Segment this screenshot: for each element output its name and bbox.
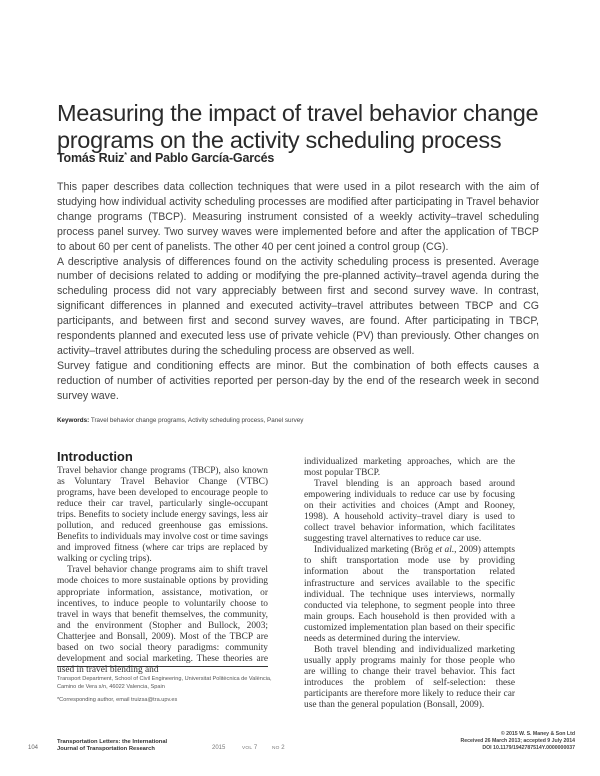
abstract-paragraph: Survey fatigue and conditioning effects are minor. But the combination of both effects causes a reduction of number of activities reported per person-day by the end of the research week in second survey wave. (57, 359, 539, 402)
volume-label: VOL (242, 746, 253, 751)
section-heading-introduction: Introduction (57, 449, 133, 464)
volume (242, 745, 257, 751)
body-paragraph (304, 545, 515, 644)
journal-name-line2: Journal of Transportation Research (57, 746, 155, 752)
author-connector: and (126, 151, 155, 165)
body-paragraph: Both travel blending and individualized marketing usually apply programs mainly for those people who are willing to change their travel behavior. This fact introduces the problem of self-selection: these participants are therefore more likely to reduce their car use than the general population (Bonsall, 2009). (304, 644, 515, 711)
issue-number-value: 2 (281, 745, 285, 751)
footnote-divider (57, 666, 268, 667)
body-text: Individualized marketing (Brög (314, 545, 436, 556)
issue-label: NO (272, 746, 280, 751)
body-paragraph: Travel behavior change programs aim to shift travel mode choices to more sustainable options by providing appropriate information, assistance, motivation, or incentives, to induce people to voluntarily choose to travel in ways that benefit themselves, the community, and the environment (Stopher and Bullock, 2003; Chatterjee and Bonsall, 2009). Most of the TBCP are based on two social theory paradigms: community development and social marketing. These theories are used in travel blending and (57, 565, 268, 675)
publication-info (400, 731, 575, 752)
body-paragraph: Travel blending is an approach based around empowering individuals to reduce car use by focusing on their activities and choices (Ampt and Rooney, 1998). A household activity–travel diary is used to collect travel behavior information, which facilitates suggesting travel alternatives to reduce car use. (304, 479, 515, 545)
issue-number (272, 745, 285, 751)
body-text: , 2009) attempts to shift transportation mode use by providing information about the transportation related infrastructure and services available to the specific individual. The technique uses interviews, normally conducted via telephone, to segment people into three main groups. Each household is then provided with a customized implementation plan based on their specific needs as determined during the interview. (304, 545, 516, 644)
keywords-list: Travel behavior change programs, Activity scheduling process, Panel survey (90, 417, 304, 424)
article-title: Measuring the impact of travel behavior change programs on the activity scheduling process (57, 99, 539, 153)
journal-name-line1: Transportation Letters: the International (57, 739, 168, 745)
page-number: 104 (28, 745, 39, 751)
author-name: Tomás Ruiz (57, 151, 125, 165)
keywords (57, 417, 303, 424)
keywords-label: Keywords: (57, 417, 90, 424)
doi-line: DOI 10.1179/1942787514Y.0000000037 (482, 745, 575, 751)
corresponding-author-note: *Corresponding author, email truizsa@tra.upv.es (57, 697, 178, 703)
body-column-left (57, 466, 268, 676)
journal-name (57, 739, 167, 753)
body-column-right (304, 457, 515, 711)
volume-number: 7 (253, 745, 258, 751)
abstract (57, 180, 539, 404)
abstract-paragraph: This paper describes data collection techniques that were used in a pilot research with the aim of studying how individual activity scheduling processes are modified after participating in Travel behavior change programs (TBCP). Measuring instrument consisted of a weekly activity–travel scheduling process panel survey. Two survey waves were implemented before and after the application of TBCP to about 60 per cent of panelists. The other 40 per cent joined a control group (CG). (57, 181, 539, 253)
abstract-paragraph: A descriptive analysis of differences found on the activity scheduling process is presented. Average number of decisions related to adding or modifying the pre-planned activity–travel agenda during the scheduling process did not vary appreciably between first and second survey wave. In contrast, significant differences in planned and executed activity–travel attributes between TBCP and CG participants, and between first and second survey waves, are found. After participating in TBCP, respondents planned and executed less use of private vehicle (PV) than previously. Other changes on activity–travel attributes during the scheduling process are observed as well. (57, 255, 539, 357)
corresponding-mark: * (124, 151, 127, 159)
copyright-line: © 2015 W. S. Maney & Son Ltd (500, 731, 575, 737)
author-list (57, 151, 274, 165)
issue-year: 2015 (212, 745, 226, 751)
author-name: Pablo García-Garcés (154, 151, 275, 165)
body-paragraph: individualized marketing approaches, which are the most popular TBCP. (304, 457, 515, 479)
body-paragraph: Travel behavior change programs (TBCP), also known as Voluntary Travel Behavior Change (VTBC) programs, have been developed to encourage people to reduce their car travel, particularly single-occupant trips. Benefits to society include energy savings, less air pollution, and reduced greenhouse gas emissions. Benefits to individuals may involve cost or time savings and improved fitness (where car trips are replaced by walking or cycling trips). (57, 466, 268, 565)
received-accepted-line: Received 26 March 2013; accepted 9 July 2014 (460, 738, 575, 744)
citation-etal: et al. (435, 545, 455, 556)
author-affiliation: Transport Department, School of Civil Engineering, Universitat Politècnica de València, Camino de Vera s/n, 46022 Valencia, Spain (57, 676, 272, 690)
